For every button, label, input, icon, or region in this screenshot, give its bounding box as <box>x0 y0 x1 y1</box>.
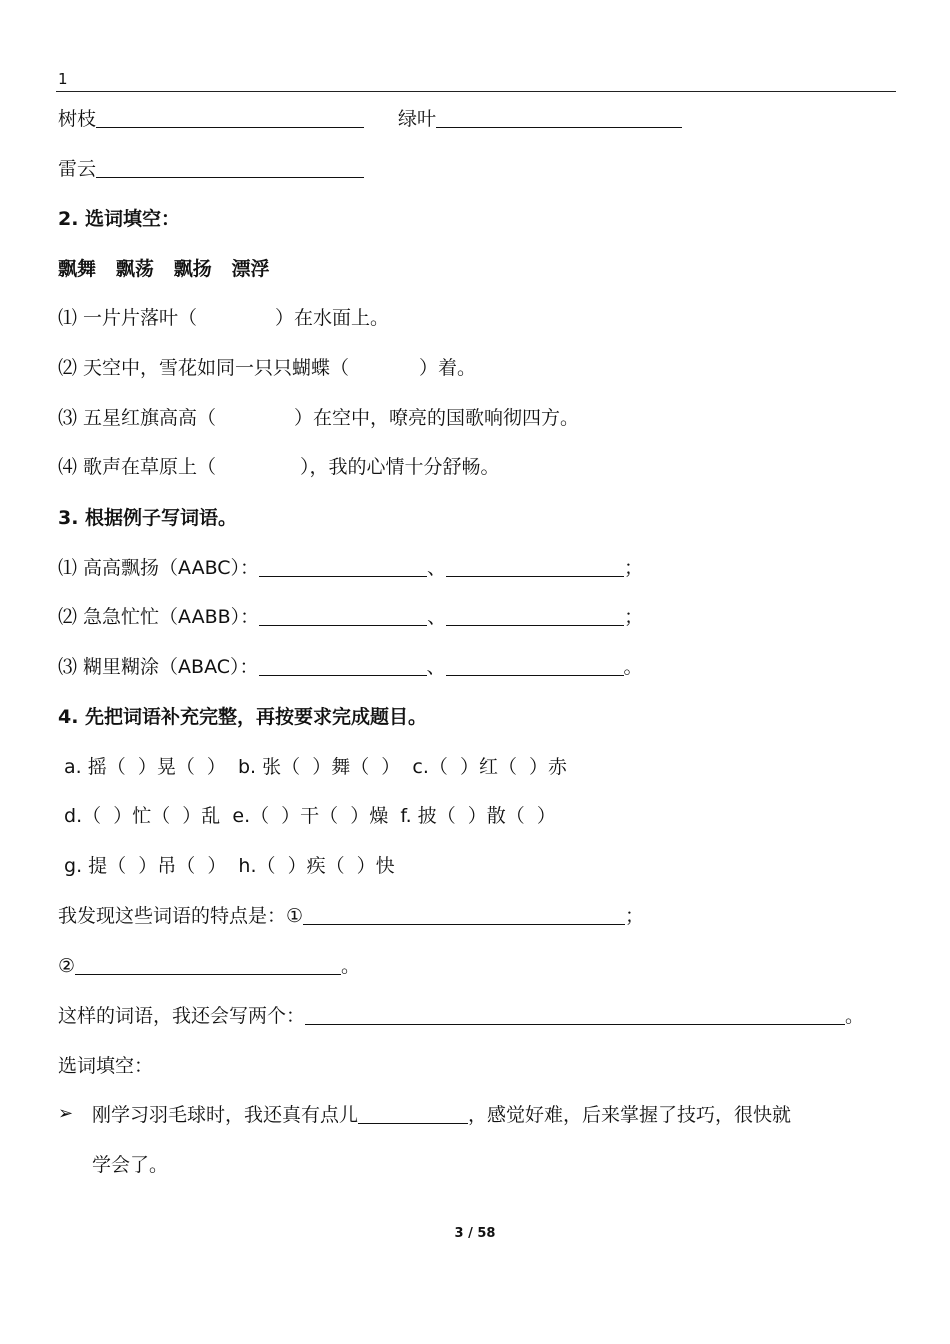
q3-item-1-blank-a[interactable] <box>259 556 427 577</box>
q3-item-2-sep: 、 <box>427 606 447 628</box>
q3-title: 3. 根据例子写词语。 <box>58 507 238 529</box>
q3-item-2-blank-b[interactable] <box>446 605 624 626</box>
q3-item-2-end: ； <box>624 606 644 628</box>
q4-row-2: d.（ ）忙（ ）乱 e.（ ）干（ ）燥 f. 披（ ）散（ ） <box>58 805 556 827</box>
q2-item-4 <box>58 454 500 480</box>
q4-finding-end: ； <box>625 905 645 927</box>
q3-item-1-sep: 、 <box>427 557 447 579</box>
q3-item-3-sep: 、 <box>426 656 446 678</box>
q1-word-a: 树枝 <box>58 108 97 130</box>
q1-row2 <box>58 156 364 182</box>
q3-item-2 <box>58 604 643 630</box>
page-number: 3 / 58 <box>454 1226 496 1241</box>
header-rule <box>56 91 896 92</box>
q1-row1 <box>58 106 682 132</box>
q3-item-3-blank-a[interactable] <box>259 655 427 676</box>
q2-item-2-pre: ⑵ 天空中，雪花如同一只只蝴蝶（ <box>58 357 350 379</box>
q3-item-1-end: ； <box>624 557 644 579</box>
q2-item-4-post: ），我的心情十分舒畅。 <box>300 456 500 478</box>
q3-item-3-label: ⑶ 糊里糊涂（ABAC）： <box>58 656 259 678</box>
q4-row-1: a. 摇（ ）晃（ ） b. 张（ ）舞（ ） c.（ ）红（ ）赤 <box>58 756 568 778</box>
q4-title: 4. 先把词语补充完整，再按要求完成题目。 <box>58 706 428 728</box>
q4-more-blank[interactable] <box>305 1004 845 1025</box>
q2-item-2-post: ）着。 <box>419 357 477 379</box>
q2-item-1-post: ）在水面上。 <box>275 307 390 329</box>
q3-item-2-blank-a[interactable] <box>259 605 427 626</box>
q5-sentence-pre: 刚学习羽毛球时，我还真有点儿 <box>92 1104 359 1126</box>
q4-row-3: g. 提（ ）吊（ ） h.（ ）疾（ ）快 <box>58 855 395 877</box>
q5-sentence-cont: 学会了。 <box>92 1154 169 1176</box>
q4-finding-blank-1[interactable] <box>303 904 625 925</box>
q5-sentence-post: ，感觉好难，后来掌握了技巧，很快就 <box>468 1104 792 1126</box>
q3-item-1-blank-b[interactable] <box>446 556 624 577</box>
q1-word-c: 雷云 <box>58 158 97 180</box>
q3-item-1 <box>58 555 643 581</box>
q4-second-label: ② <box>58 955 76 977</box>
q5-sentence <box>92 1102 791 1128</box>
q2-item-3-pre: ⑶ 五星红旗高高（ <box>58 407 217 429</box>
q3-item-2-label: ⑵ 急急忙忙（AABB）： <box>58 606 260 628</box>
q3-item-3-blank-b[interactable] <box>446 655 624 676</box>
q4-second-row <box>58 953 360 979</box>
page-marker: 1 <box>58 70 68 88</box>
q2-item-1-pre: ⑴ 一片片落叶（ <box>58 307 198 329</box>
q5-title: 选词填空： <box>58 1055 154 1077</box>
q4-finding-row <box>58 903 644 929</box>
q1-blank-a[interactable] <box>96 107 364 128</box>
q2-item-1 <box>58 305 389 331</box>
q4-finding-blank-2[interactable] <box>75 954 341 975</box>
q2-options: 飘舞 飘荡 飘扬 漂浮 <box>58 258 270 280</box>
q1-word-b: 绿叶 <box>398 108 437 130</box>
q3-item-3-end: 。 <box>623 656 643 678</box>
q4-second-end: 。 <box>341 955 361 977</box>
q2-item-4-pre: ⑷ 歌声在草原上（ <box>58 456 217 478</box>
q3-item-3 <box>58 654 643 680</box>
q4-more-row <box>58 1003 864 1029</box>
q4-more-label: 这样的词语，我还会写两个： <box>58 1005 306 1027</box>
q2-title: 2. 选词填空： <box>58 208 181 230</box>
q1-blank-c[interactable] <box>96 157 364 178</box>
q5-blank[interactable] <box>358 1103 468 1124</box>
q3-item-1-label: ⑴ 高高飘扬（AABC）： <box>58 557 260 579</box>
q2-item-3 <box>58 405 579 431</box>
q1-blank-b[interactable] <box>436 107 682 128</box>
q4-finding-label: 我发现这些词语的特点是：① <box>58 905 304 927</box>
q2-item-3-post: ）在空中，嘹亮的国歌响彻四方。 <box>294 407 580 429</box>
bullet-arrow-icon: ➢ <box>58 1103 74 1124</box>
q2-item-2 <box>58 355 476 381</box>
q4-more-end: 。 <box>845 1005 865 1027</box>
